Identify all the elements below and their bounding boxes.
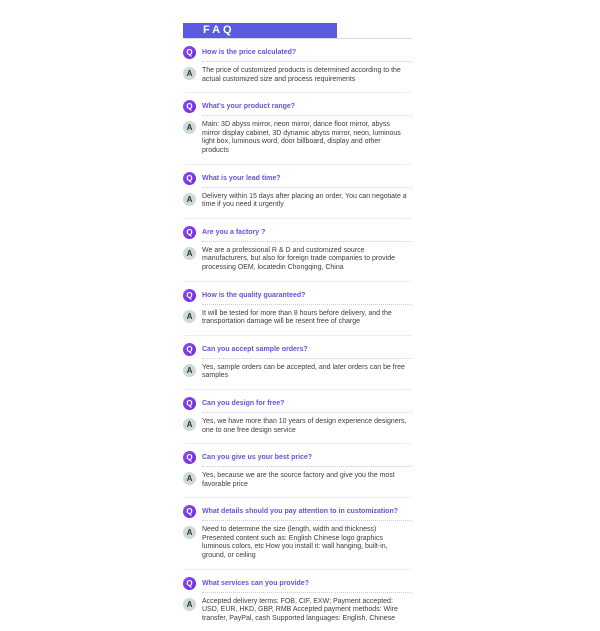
faq-item	[183, 336, 412, 390]
faq-question-text: What services can you provide?	[202, 577, 412, 593]
faq-question-text: Can you design for free?	[202, 397, 412, 413]
question-badge-icon: Q	[183, 100, 196, 113]
faq-header	[183, 23, 412, 39]
faq-question-text: How is the quality guaranteed?	[202, 289, 412, 305]
question-badge-icon: Q	[183, 226, 196, 239]
faq-answer-row	[183, 67, 412, 84]
faq-question-row	[183, 343, 412, 359]
faq-item	[183, 570, 412, 631]
faq-item	[183, 444, 412, 498]
answer-badge-icon: A	[183, 364, 196, 377]
faq-answer-row	[183, 193, 412, 210]
faq-question-row	[183, 505, 412, 521]
faq-answer-text: Yes, we have more than 10 years of design experience designers, one to one free design service	[202, 417, 407, 434]
faq-question-row	[183, 577, 412, 593]
faq-question-row	[183, 451, 412, 467]
faq-item	[183, 498, 412, 569]
faq-answer-text: Delivery within 15 days after placing an order, You can negotiate a time if you need it urgently	[202, 192, 407, 209]
faq-answer-row	[183, 526, 412, 560]
answer-badge-icon: A	[183, 67, 196, 80]
faq-answer-text: Yes, sample orders can be accepted, and later orders can be free samples	[202, 363, 405, 380]
answer-badge-icon: A	[183, 472, 196, 485]
answer-badge-icon: A	[183, 310, 196, 323]
faq-item	[183, 390, 412, 444]
faq-question-text: What is your lead time?	[202, 172, 412, 188]
faq-question-row	[183, 46, 412, 62]
answer-badge-icon: A	[183, 247, 196, 260]
faq-answer-row	[183, 598, 412, 624]
answer-badge-icon: A	[183, 598, 196, 611]
faq-question-text: What's your product range?	[202, 100, 412, 116]
faq-item	[183, 219, 412, 282]
faq-question-row	[183, 397, 412, 413]
question-badge-icon: Q	[183, 172, 196, 185]
answer-badge-icon: A	[183, 121, 196, 134]
faq-answer-text: It will be tested for more than 8 hours before delivery, and the transportation damage will be resent free of charge	[202, 309, 392, 326]
faq-answer-text: Need to determine the size (length, width and thickness) Presented content such as: English Chinese logo graphics luminous colors, etc How you install it: wall hanging, built-in, ground, or ceiling	[202, 526, 388, 560]
faq-question-text: How is the price calculated?	[202, 46, 412, 62]
question-badge-icon: Q	[183, 397, 196, 410]
faq-question-text: Are you a factory ?	[202, 226, 412, 242]
question-badge-icon: Q	[183, 577, 196, 590]
faq-title-banner	[183, 23, 337, 38]
faq-list	[183, 39, 412, 631]
faq-question-row	[183, 226, 412, 242]
question-badge-icon: Q	[183, 46, 196, 59]
faq-answer-row	[183, 364, 412, 381]
faq-item	[183, 165, 412, 219]
page-title: FAQ	[203, 24, 235, 36]
faq-question-text: What details should you pay attention to in customization?	[202, 505, 412, 521]
faq-answer-row	[183, 472, 412, 489]
answer-badge-icon: A	[183, 526, 196, 539]
faq-question-text: Can you give us your best price?	[202, 451, 412, 467]
faq-answer-text: Accepted delivery terms: FOB, CIF, EXW; Payment accepted: USD, EUR, HKD, GBP, RMB Accepted payment methods: Wire transfer, PayPal, cash Supported languages: English, Chinese	[202, 597, 398, 622]
faq-answer-text: The price of customized products is determined according to the actual customized size and process requirements	[202, 67, 401, 83]
faq-answer-text: Yes, because we are the source factory and give you the most favorable price	[202, 472, 395, 488]
faq-answer-row	[183, 310, 412, 327]
faq-item	[183, 282, 412, 336]
question-badge-icon: Q	[183, 505, 196, 518]
question-badge-icon: Q	[183, 289, 196, 302]
question-badge-icon: Q	[183, 343, 196, 356]
faq-answer-row	[183, 121, 412, 155]
faq-question-row	[183, 172, 412, 188]
faq-question-text: Can you accept sample orders?	[202, 343, 412, 359]
faq-item	[183, 39, 412, 93]
faq-question-row	[183, 100, 412, 116]
faq-question-row	[183, 289, 412, 305]
faq-answer-text: We are a professional R & D and customized source manufacturers, but also for foreign trade companies to provide processing OEM, locatedin Chongqing, China	[202, 246, 395, 271]
faq-answer-row	[183, 418, 412, 435]
faq-section	[183, 23, 412, 631]
question-badge-icon: Q	[183, 451, 196, 464]
faq-item	[183, 93, 412, 164]
answer-badge-icon: A	[183, 193, 196, 206]
faq-answer-row	[183, 247, 412, 273]
faq-answer-text: Main: 3D abyss mirror, neon mirror, dance floor mirror, abyss mirror display cabinet, 3D dynamic abyss mirror, neon, luminous light box, luminous word, door billboard, display and other products	[202, 121, 401, 154]
answer-badge-icon: A	[183, 418, 196, 431]
